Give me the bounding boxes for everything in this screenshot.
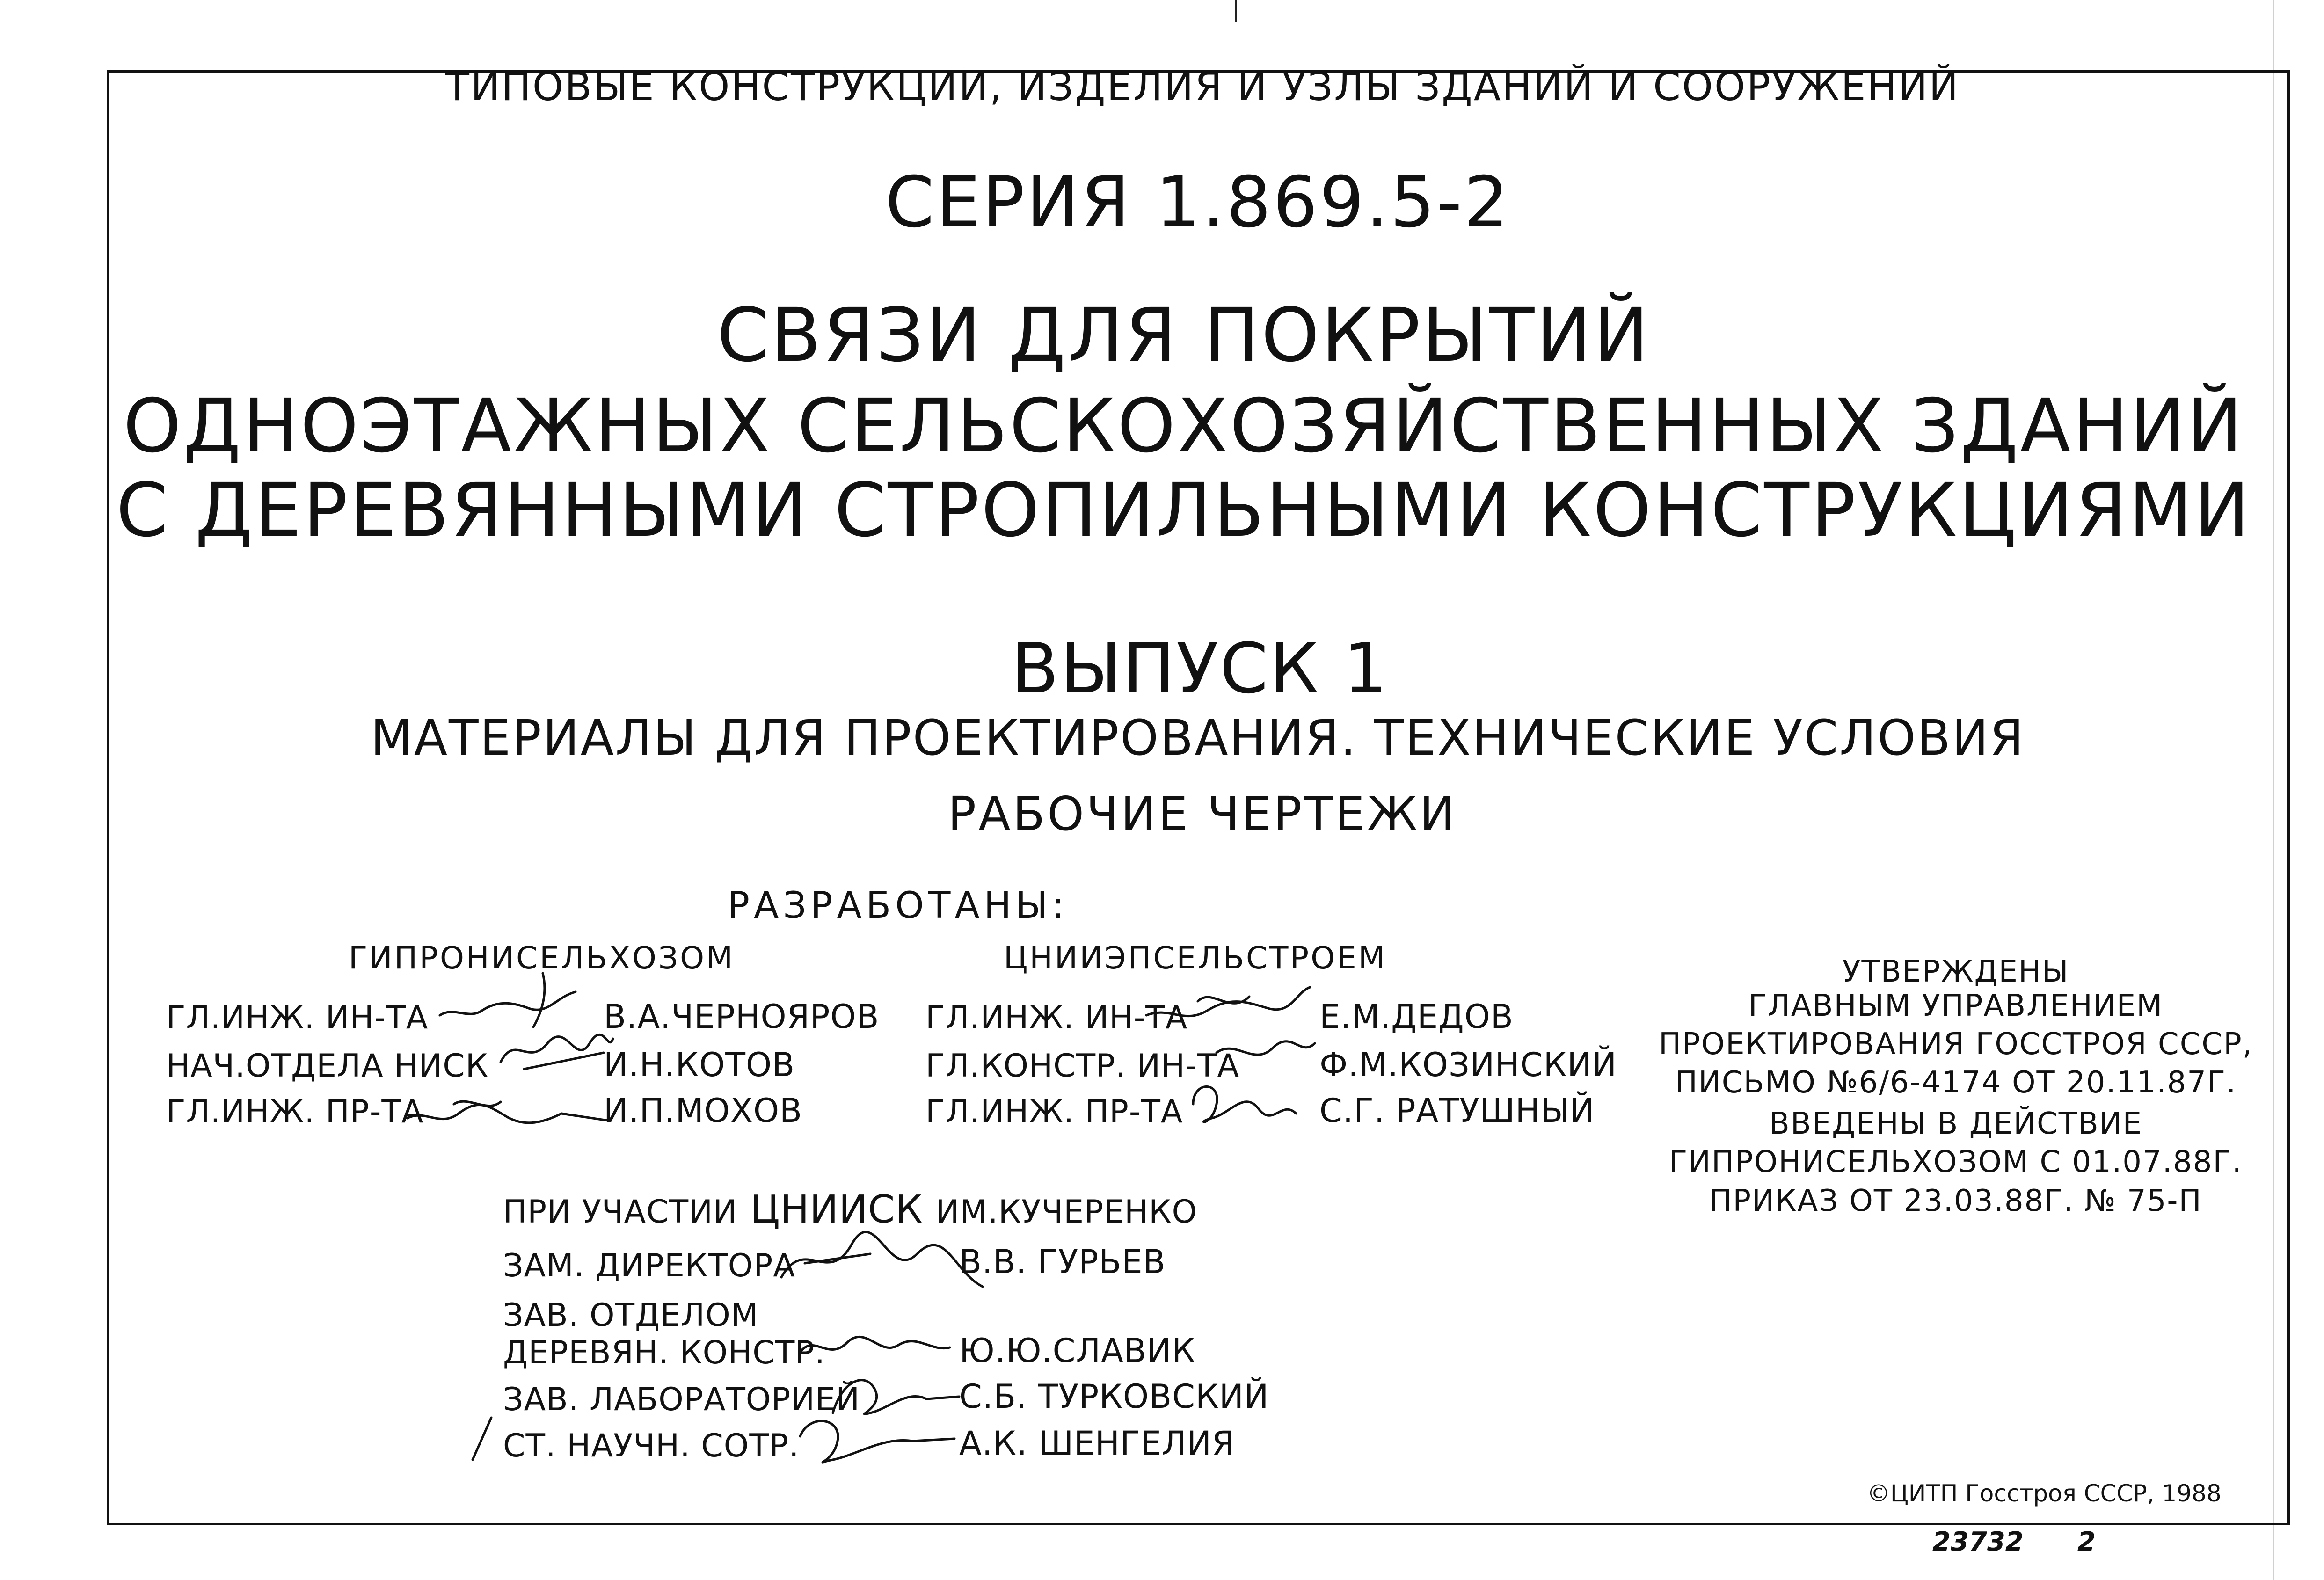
approval-line-6: ГИПРОНИСЕЛЬХОЗОМ С 01.07.88Г. [1669, 1145, 2243, 1180]
signature-guryev [777, 1226, 987, 1296]
title-line-2: ОДНОЭТАЖНЫХ СЕЛЬСКОХОЗЯЙСТВЕННЫХ ЗДАНИЙ [123, 383, 2244, 469]
approval-line-7: ПРИКАЗ ОТ 23.03.88Г. № 75-П [1709, 1184, 2202, 1218]
org2-person-3: С.Г. РАТУШНЫЙ [1319, 1092, 1595, 1130]
document-category: ТИПОВЫЕ КОНСТРУКЦИИ, ИЗДЕЛИЯ И УЗЛЫ ЗДАНИЙ И СООРУЖЕНИЙ [445, 64, 1960, 109]
signature-kozinsky [1212, 1029, 1319, 1071]
issue-contents: МАТЕРИАЛЫ ДЛЯ ПРОЕКТИРОВАНИЯ. ТЕХНИЧЕСКИЕ УСЛОВИЯ [371, 709, 2025, 766]
issue-number: ВЫПУСК 1 [1011, 628, 1389, 709]
participation-heading [503, 1187, 1197, 1232]
issue-drawings: РАБОЧИЕ ЧЕРТЕЖИ [947, 786, 1457, 841]
check-mark [468, 1413, 496, 1464]
participant-position-2: ЗАВ. ОТДЕЛОМ [503, 1297, 759, 1334]
participant-person-1: В.В. ГУРЬЕВ [959, 1243, 1166, 1281]
copyright: ©ЦИТП Госстроя СССР, 1988 [1867, 1480, 2222, 1507]
org2-position-1: ГЛ.ИНЖ. ИН-ТА [925, 999, 1188, 1036]
signature-ratushny [1184, 1071, 1301, 1128]
org1-person-3: И.П.МОХОВ [604, 1092, 803, 1130]
org1-position-1: ГЛ.ИНЖ. ИН-ТА [166, 999, 429, 1036]
top-fold-mark [1235, 0, 1237, 22]
participant-person-3: Ю.Ю.СЛАВИК [959, 1332, 1196, 1370]
participant-person-5: А.К. ШЕНГЕЛИЯ [959, 1424, 1235, 1463]
org1-position-3: ГЛ.ИНЖ. ПР-ТА [166, 1093, 424, 1130]
signature-slavik [795, 1324, 954, 1366]
org1-name: ГИПРОНИСЕЛЬХОЗОМ [349, 940, 735, 976]
org2-position-3: ГЛ.ИНЖ. ПР-ТА [925, 1093, 1183, 1130]
participation-suffix: ИМ.КУЧЕРЕНКО [935, 1194, 1197, 1231]
participant-position-4: ЗАВ. ЛАБОРАТОРИЕЙ [503, 1381, 860, 1418]
signature-mokhov [402, 1076, 618, 1137]
org1-person-2: И.Н.КОТОВ [604, 1046, 795, 1084]
org1-person-1: В.А.ЧЕРНОЯРОВ [604, 998, 880, 1036]
approval-line-3: ПРОЕКТИРОВАНИЯ ГОССТРОЯ СССР, [1658, 1027, 2253, 1062]
title-line-3: С ДЕРЕВЯННЫМИ СТРОПИЛЬНЫМИ КОНСТРУКЦИЯМИ [116, 467, 2251, 553]
approval-line-5: ВВЕДЕНЫ В ДЕЙСТВИЕ [1769, 1107, 2143, 1141]
title-line-1: СВЯЗИ ДЛЯ ПОКРЫТИЙ [717, 292, 1651, 379]
approval-line-4: ПИСЬМО №6/6-4174 ОТ 20.11.87Г. [1675, 1065, 2237, 1100]
signature-chernoyarov [435, 964, 590, 1029]
participation-prefix: ПРИ УЧАСТИИ [503, 1194, 737, 1231]
participant-position-3: ДЕРЕВЯН. КОНСТР. [503, 1334, 825, 1371]
org2-person-2: Ф.М.КОЗИНСКИЙ [1319, 1046, 1617, 1084]
approval-line-2: ГЛАВНЫМ УПРАВЛЕНИЕМ [1748, 989, 2164, 1023]
approval-line-1: УТВЕРЖДЕНЫ [1842, 954, 2069, 989]
signature-shengelia [791, 1408, 959, 1469]
org1-position-2: НАЧ.ОТДЕЛА НИСК [166, 1048, 489, 1085]
participant-position-1: ЗАМ. ДИРЕКТОРА [503, 1247, 795, 1284]
org2-name: ЦНИИЭПСЕЛЬСТРОЕМ [1004, 940, 1387, 976]
participation-org: ЦНИИСК [750, 1187, 923, 1232]
participant-person-4: С.Б. ТУРКОВСКИЙ [959, 1377, 1269, 1416]
participant-position-5: СТ. НАУЧН. СОТР. [503, 1427, 800, 1464]
archive-stamp-number: 23732 [1932, 1527, 2024, 1557]
developers-heading: РАЗРАБОТАНЫ: [728, 885, 1069, 927]
page-number: 2 [2077, 1527, 2096, 1557]
series-number: СЕРИЯ 1.869.5-2 [885, 162, 1511, 243]
org2-position-2: ГЛ.КОНСТР. ИН-ТА [925, 1048, 1239, 1085]
org2-person-1: Е.М.ДЕДОВ [1319, 998, 1514, 1036]
signature-dedov [1142, 973, 1319, 1029]
signature-kotov [496, 1025, 618, 1076]
